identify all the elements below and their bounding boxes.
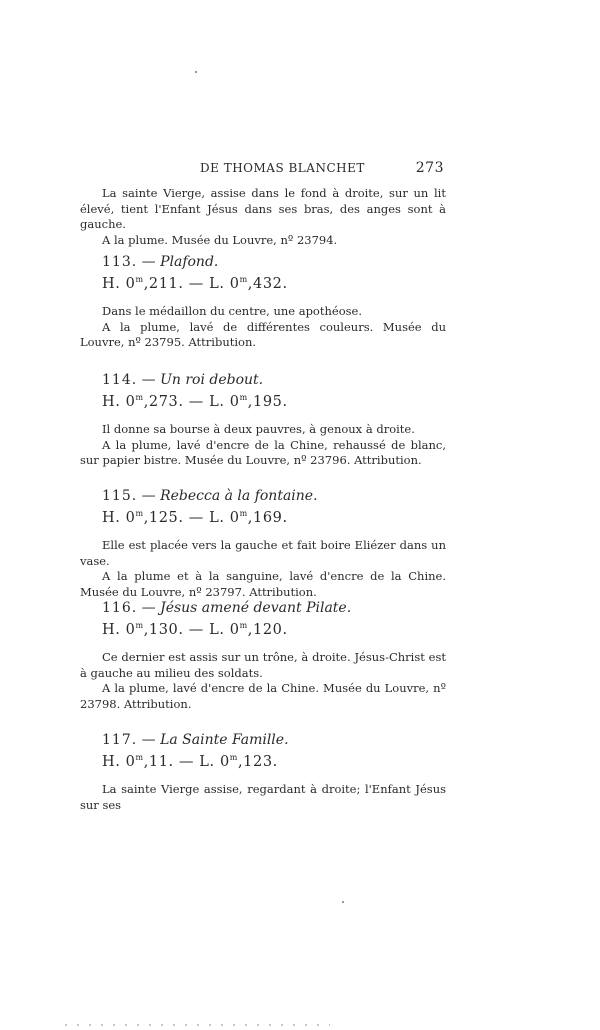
height-decimal: ,130. xyxy=(143,622,184,638)
entry-dash: — xyxy=(141,732,156,748)
catalog-entry-113 xyxy=(80,254,446,351)
scan-speck xyxy=(195,71,197,73)
height-decimal: ,273. xyxy=(143,394,184,410)
length-decimal: ,169. xyxy=(247,510,288,526)
entry-number: 117. xyxy=(102,732,138,748)
entry-description: Dans le médaillon du centre, une apothéose. xyxy=(102,304,362,318)
entry-title: Rebecca à la fontaine. xyxy=(160,488,318,504)
length-value: 0 xyxy=(219,754,230,770)
page-number: 273 xyxy=(415,160,444,176)
length-unit: m xyxy=(229,753,238,763)
entry-title: La Sainte Famille. xyxy=(160,732,289,748)
height-value: 0 xyxy=(125,754,136,770)
entry-description: La sainte Vierge assise, regardant à droite; l'Enfant Jésus sur ses xyxy=(80,782,446,812)
intro-description: La sainte Vierge, assise dans le fond à droite, sur un lit élevé, tient l'Enfant Jésus dans ses bras, des anges sont à gauche. xyxy=(80,186,446,231)
intro-technique: A la plume. Musée du Louvre, nº 23794. xyxy=(102,232,338,247)
entry-number: 114. xyxy=(102,372,138,388)
entry-number: 113. xyxy=(102,254,138,270)
scan-edge-dots xyxy=(60,1024,330,1026)
height-unit: m xyxy=(135,621,144,631)
length-decimal: ,195. xyxy=(247,394,288,410)
length-decimal: ,432. xyxy=(247,276,288,292)
height-unit: m xyxy=(135,275,144,285)
length-value: 0 xyxy=(229,622,240,638)
height-unit: m xyxy=(135,753,144,763)
length-unit: m xyxy=(239,275,248,285)
entry-dimensions: H. 0$^m$,211. — L. 0$^m$,432. xyxy=(102,275,288,292)
entry-number: 115. xyxy=(102,488,138,504)
length-value: 0 xyxy=(229,394,240,410)
running-title: DE THOMAS BLANCHET xyxy=(200,161,365,175)
entry-heading xyxy=(80,372,446,388)
height-value: 0 xyxy=(125,276,136,292)
entry-title: Jésus amené devant Pilate. xyxy=(160,600,352,616)
entry-dash: — xyxy=(141,488,156,504)
length-unit: m xyxy=(239,393,248,403)
entry-dash: — xyxy=(141,254,156,270)
entry-heading xyxy=(80,600,446,616)
intro-block xyxy=(80,186,446,248)
catalog-entry-115 xyxy=(80,488,446,600)
entry-dimensions: H. 0$^m$,273. — L. 0$^m$,195. xyxy=(102,393,288,410)
height-value: 0 xyxy=(125,622,136,638)
entry-dimensions: H. 0$^m$,125. — L. 0$^m$,169. xyxy=(102,509,288,526)
height-unit: m xyxy=(135,393,144,403)
entry-technique: A la plume, lavé d'encre de la Chine. Musée du Louvre, nº 23798. Attribution. xyxy=(80,681,446,711)
entry-description: Elle est placée vers la gauche et fait boire Eliézer dans un vase. xyxy=(80,538,446,568)
length-decimal: ,123. xyxy=(237,754,278,770)
entry-title: Plafond. xyxy=(160,254,219,270)
entry-dash: — xyxy=(141,372,156,388)
height-decimal: ,125. xyxy=(143,510,184,526)
entry-number: 116. xyxy=(102,600,138,616)
entry-technique: A la plume, lavé de différentes couleurs. Musée du Louvre, nº 23795. Attribution. xyxy=(80,319,446,349)
catalog-entry-117 xyxy=(80,732,446,813)
entry-dimensions: H. 0$^m$,11. — L. 0$^m$,123. xyxy=(102,753,278,770)
entry-description: Il donne sa bourse à deux pauvres, à genoux à droite. xyxy=(102,422,415,436)
length-value: 0 xyxy=(229,276,240,292)
entry-description: Ce dernier est assis sur un trône, à droite. Jésus-Christ est à gauche au milieu des soldats. xyxy=(80,650,446,680)
height-value: 0 xyxy=(125,510,136,526)
catalog-entry-116 xyxy=(80,600,446,712)
entry-heading xyxy=(80,732,446,748)
entry-technique: A la plume, lavé d'encre de la Chine, rehaussé de blanc, sur papier bistre. Musée du Louvre, nº 23796. Attribution. xyxy=(80,437,446,467)
height-decimal: ,11. xyxy=(143,754,174,770)
catalog-entry-114 xyxy=(80,372,446,469)
entry-technique: A la plume et à la sanguine, lavé d'encre de la Chine. Musée du Louvre, nº 23797. Attribution. xyxy=(80,569,446,599)
height-unit: m xyxy=(135,509,144,519)
length-value: 0 xyxy=(229,510,240,526)
length-unit: m xyxy=(239,509,248,519)
length-unit: m xyxy=(239,621,248,631)
entry-dimensions: H. 0$^m$,130. — L. 0$^m$,120. xyxy=(102,621,288,638)
height-decimal: ,211. xyxy=(143,276,184,292)
height-value: 0 xyxy=(125,394,136,410)
entry-heading xyxy=(80,254,446,270)
entry-dash: — xyxy=(141,600,156,616)
scan-speck xyxy=(342,901,344,903)
entry-heading xyxy=(80,488,446,504)
length-decimal: ,120. xyxy=(247,622,288,638)
entry-title: Un roi debout. xyxy=(160,372,264,388)
